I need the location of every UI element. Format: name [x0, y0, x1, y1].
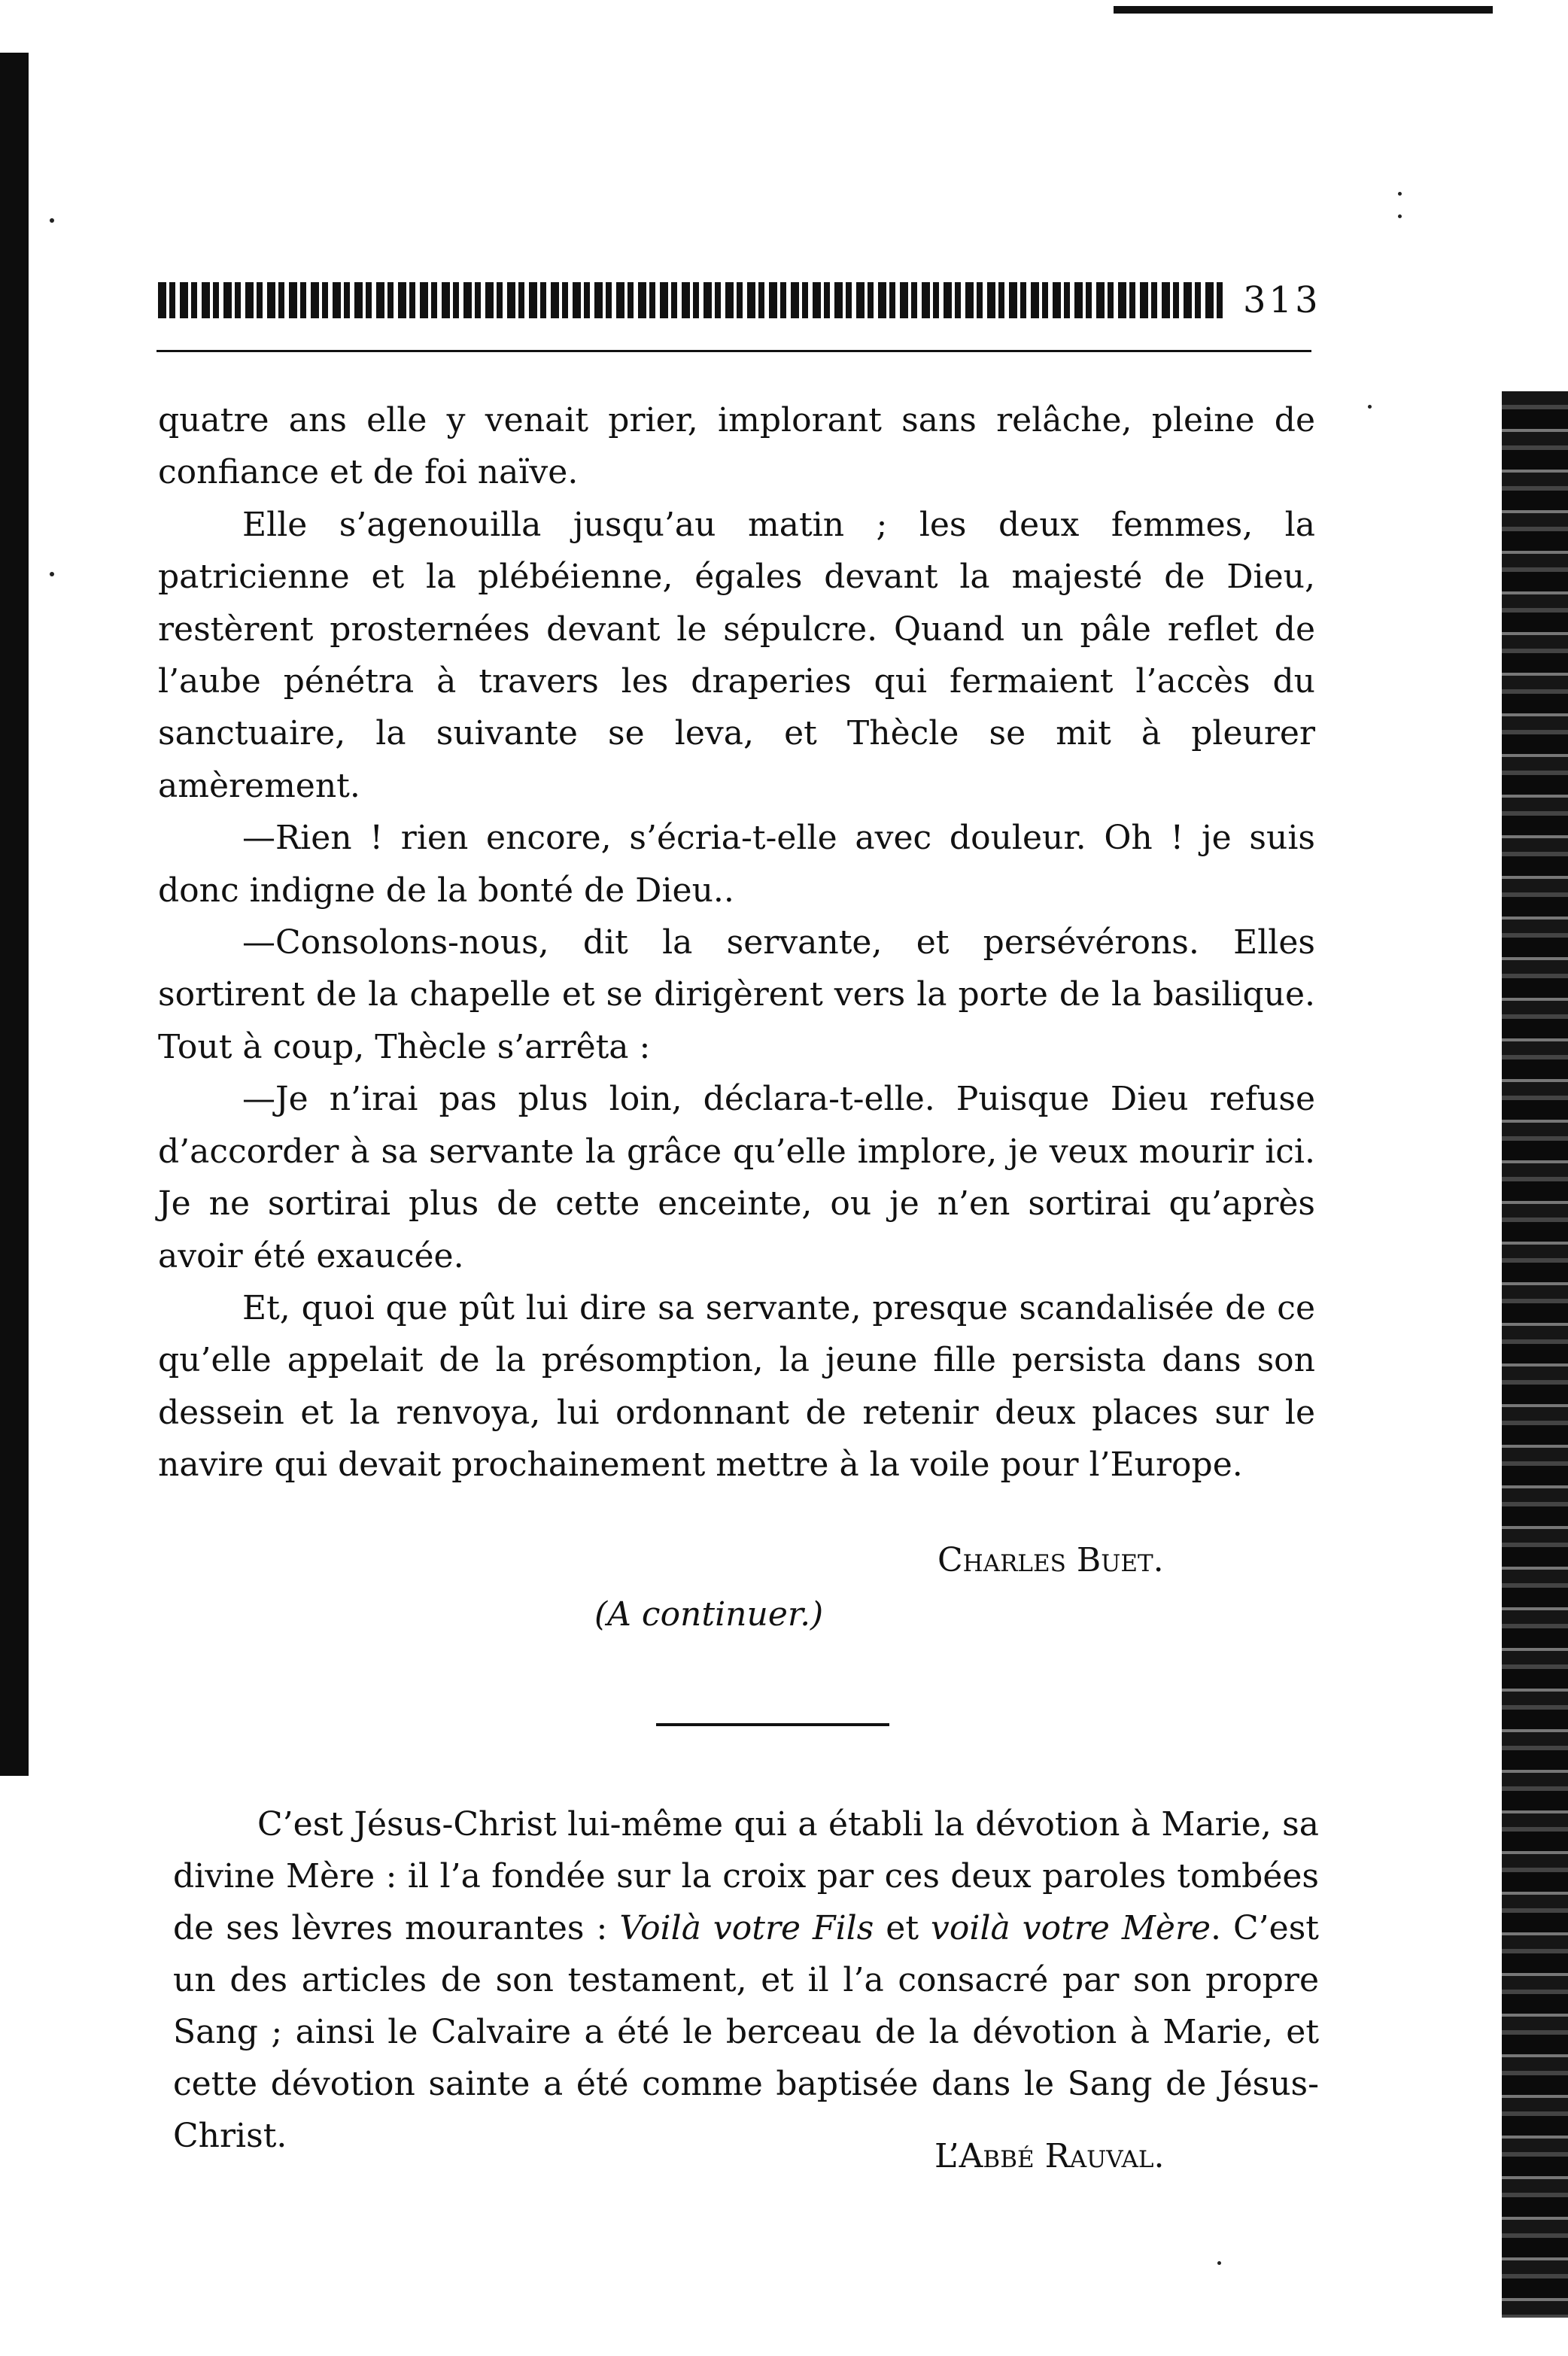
scan-speck	[1398, 192, 1402, 196]
paragraph: C’est Jésus-Christ lui-même qui a établi la dévotion à Marie, sa divine Mère : il l’a fondée sur la croix par ces deux paroles tombées de ses lèvres mourantes : Voilà votre Fils et voilà votre Mère. C’est un des articles de son testament, et il l’a consacré par son propre Sang ; ainsi le Calvaire a été le berceau de la dévotion à Marie, et cette dévotion sainte a été comme baptisée dans le Sang de Jésus-Christ.	[173, 1805, 1319, 2155]
paragraph: —Je n’irai pas plus loin, déclara-t-elle. Puisque Dieu refuse d’accorder à sa servante la grâce qu’elle implore, je veux mourir ici. Je ne sortirai plus de cette enceinte, ou je n’en sortirai qu’après avoir été exaucée.	[158, 1080, 1315, 1275]
paragraph: —Rien ! rien encore, s’écria-t-elle avec douleur. Oh ! je suis donc indigne de la bonté de Dieu..	[158, 819, 1315, 910]
scan-speck	[1217, 2261, 1221, 2265]
excerpt-signature: L’Abbé Rauval.	[934, 2137, 1165, 2175]
section-separator	[656, 1723, 889, 1726]
top-scan-rule	[1114, 6, 1493, 14]
story-text	[158, 394, 1315, 1491]
paragraph: quatre ans elle y venait prier, implorant sans relâche, pleine de confiance et de foi naïve.	[158, 401, 1315, 492]
scan-speck	[1398, 214, 1402, 218]
devotion-excerpt	[173, 1798, 1319, 2162]
left-binding-shadow	[0, 53, 29, 1776]
right-page-edge	[1502, 391, 1568, 2318]
scan-speck	[50, 218, 54, 223]
scan-speck	[1368, 405, 1372, 409]
italic-phrase: Voilà votre Fils	[619, 1909, 874, 1947]
paragraph: —Consolons-nous, dit la servante, et persévérons. Elles sortirent de la chapelle et se dirigèrent vers la porte de la basilique. Tout à coup, Thècle s’arrêta :	[158, 923, 1315, 1066]
page-number: 313	[1243, 279, 1321, 321]
continued-note: (A continuer.)	[594, 1595, 824, 1634]
paragraph: Et, quoi que pût lui dire sa servante, presque scandalisée de ce qu’elle appelait de la présomption, la jeune fille persista dans son dessein et la renvoya, lui ordonnant de retenir deux places sur le navire qui devait prochainement mettre à la voile pour l’Europe.	[158, 1288, 1315, 1485]
scan-speck	[50, 572, 54, 576]
author-signature: Charles Buet.	[937, 1541, 1164, 1579]
header-rule	[156, 350, 1311, 352]
running-head	[158, 279, 1321, 321]
italic-phrase: voilà votre Mère	[931, 1909, 1211, 1947]
decorative-ornament-band	[158, 282, 1226, 318]
paragraph: Elle s’agenouilla jusqu’au matin ; les deux femmes, la patricienne et la plébéienne, égales devant la majesté de Dieu, restèrent prosternées devant le sépulcre. Quand un pâle reflet de l’aube pénétra à travers les draperies qui fermaient l’accès du sanctuaire, la suivante se leva, et Thècle se mit à pleurer amèrement.	[158, 505, 1315, 805]
